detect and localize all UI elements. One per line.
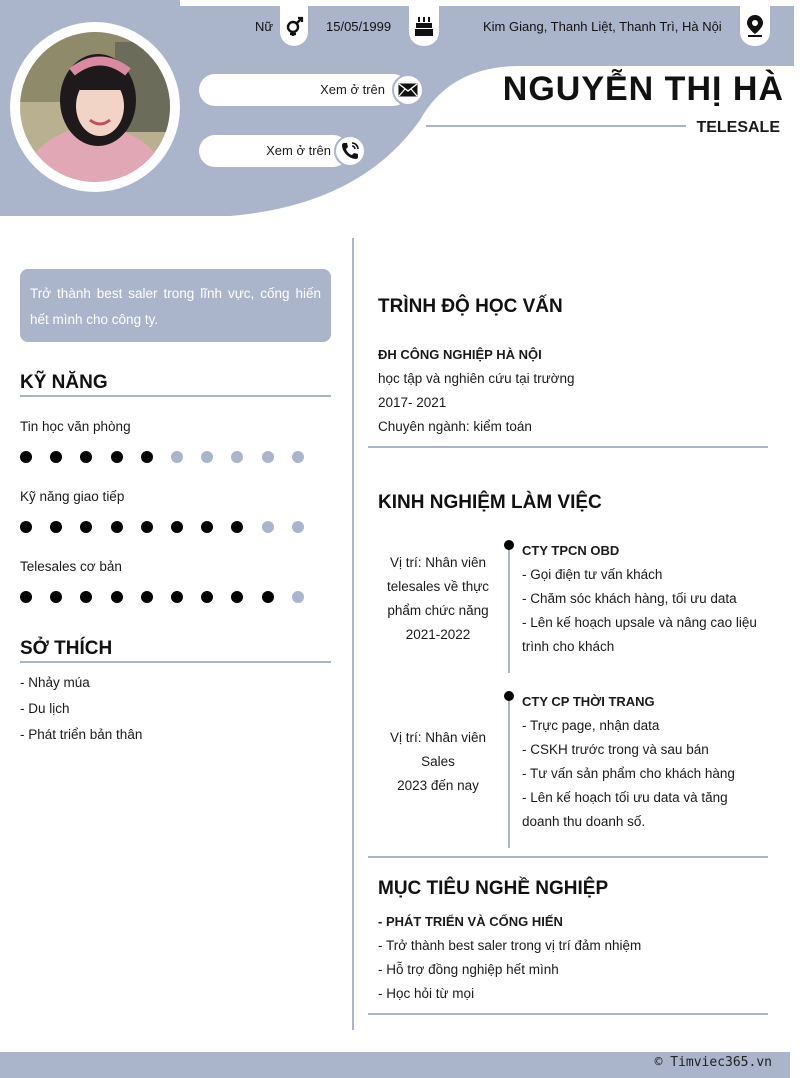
hobbies-underline [20,661,331,663]
rating-dot-filled [141,451,153,463]
duty-item: - CSKH trước trong và sau bán [522,742,709,757]
hobby-item: - Phát triển bản thân [20,727,143,742]
job-role-line: Vị trí: Nhân viên [389,555,487,570]
education-major: Chuyên ngành: kiểm toán [378,419,532,434]
skill-rating [20,450,320,464]
rating-dot-filled [111,521,123,533]
rating-dot-filled [171,521,183,533]
rating-dot-filled [201,521,213,533]
job-role-line: phẩm chức năng [387,603,489,618]
hobby-item: - Du lịch [20,701,70,716]
duty-item: - Trực page, nhận data [522,718,660,733]
rating-dot-filled [50,591,62,603]
address-tab [740,6,770,46]
rating-dot-empty [201,451,213,463]
rating-dot-filled [141,521,153,533]
job-role-line: Sales [421,754,455,769]
goal-item: - Trở thành best saler trong vị trí đảm nhiệm [378,938,642,953]
rating-dot-filled [262,591,274,603]
goals-title: MỤC TIÊU NGHỀ NGHIỆP [378,878,609,899]
job-role [372,726,504,798]
skills-title: KỸ NĂNG [20,372,108,393]
experience-title: KINH NGHIỆM LÀM VIỆC [378,492,602,513]
phone-text: Xem ở trên [266,143,331,158]
rating-dot-filled [80,521,92,533]
skill-label: Tin học văn phòng [20,419,131,434]
job-position: TELESALE [696,119,780,136]
goals-headline: - PHÁT TRIỂN VÀ CỐNG HIẾN [378,914,563,929]
rating-dot-filled [80,451,92,463]
duty-item: - Lên kế hoạch upsale và nâng cao liệu [522,615,757,630]
hobby-item: - Nhảy múa [20,675,90,690]
birthday-tab [409,6,439,46]
gender-text: Nữ [255,19,274,34]
email-text: Xem ở trên [320,82,385,97]
education-title: TRÌNH ĐỘ HỌC VẤN [378,296,563,317]
school-name: ĐH CÔNG NGHIỆP HÀ NỘI [378,347,542,362]
email-icon-circle [392,74,424,106]
timeline-dot [504,691,514,701]
rating-dot-filled [201,591,213,603]
name-underline [426,125,686,127]
duty-item: - Chăm sóc khách hàng, tối ưu data [522,591,737,606]
gender-icon [284,15,304,37]
skill-rating [20,520,320,534]
goal-item: - Học hỏi từ mọi [378,986,475,1001]
email-pill [199,74,409,106]
goal-item: - Hỗ trợ đồng nghiệp hết mình [378,962,559,977]
goals-divider [368,1013,768,1015]
job-role-line: 2021-2022 [405,627,471,642]
phone-pill [199,135,349,167]
skill-label: Telesales cơ bản [20,559,122,574]
company-name: CTY CP THỜI TRANG [522,694,655,709]
birthday-text: 15/05/1999 [326,19,392,34]
education-divider [368,446,768,448]
rating-dot-filled [50,451,62,463]
job-role-line: telesales về thực [386,579,490,594]
timeline-line [508,696,510,848]
cake-icon [414,15,434,37]
rating-dot-filled [171,591,183,603]
address-text: Kim Giang, Thanh Liệt, Thanh Trì, Hà Nội [483,19,722,34]
phone-icon-circle [334,135,366,167]
skill-rating [20,590,320,604]
duty-item: - Tư vấn sản phẩm cho khách hàng [522,766,735,781]
header-right-edge [794,0,800,216]
duty-item: - Lên kế hoạch tối ưu data và tăng [522,790,728,805]
rating-dot-filled [231,591,243,603]
rating-dot-empty [171,451,183,463]
duty-item: doanh thu doanh số. [522,814,646,829]
duty-item: trình cho khách [522,639,615,654]
experience-divider [368,856,768,858]
rating-dot-empty [292,591,304,603]
duty-item: - Gọi điện tư vấn khách [522,567,663,582]
timeline-line [508,545,510,673]
rating-dot-filled [50,521,62,533]
column-divider [352,238,354,1030]
full-name: NGUYỄN THỊ HÀ [502,70,784,108]
rating-dot-filled [231,521,243,533]
company-name: CTY TPCN OBD [522,543,620,558]
objective-box: Trở thành best saler trong lĩnh vực, cống hiến hết mình cho công ty. [20,269,331,342]
mail-icon [398,83,418,97]
rating-dot-empty [262,521,274,533]
rating-dot-filled [80,591,92,603]
avatar [20,32,170,182]
phone-icon [340,141,360,161]
hobbies-title: SỞ THÍCH [20,638,113,659]
rating-dot-empty [231,451,243,463]
rating-dot-filled [20,521,32,533]
rating-dot-empty [292,521,304,533]
job-duties [522,714,768,834]
job-role-line: 2023 đến nay [397,778,479,793]
footer-copyright: © Timviec365.vn [654,1055,772,1070]
job-role-line: Vị trí: Nhân viên [389,730,487,745]
rating-dot-filled [111,591,123,603]
education-desc: học tập và nghiên cứu tại trường [378,371,575,386]
skill-label: Kỹ năng giao tiếp [20,489,125,504]
job-duties [522,563,768,659]
rating-dot-empty [292,451,304,463]
job-role [372,551,504,647]
education-years: 2017- 2021 [378,395,447,410]
skills-underline [20,395,331,397]
rating-dot-filled [111,451,123,463]
location-pin-icon [746,14,764,38]
rating-dot-filled [141,591,153,603]
rating-dot-filled [20,451,32,463]
gender-tab [280,6,308,46]
rating-dot-filled [20,591,32,603]
rating-dot-empty [262,451,274,463]
timeline-dot [504,540,514,550]
